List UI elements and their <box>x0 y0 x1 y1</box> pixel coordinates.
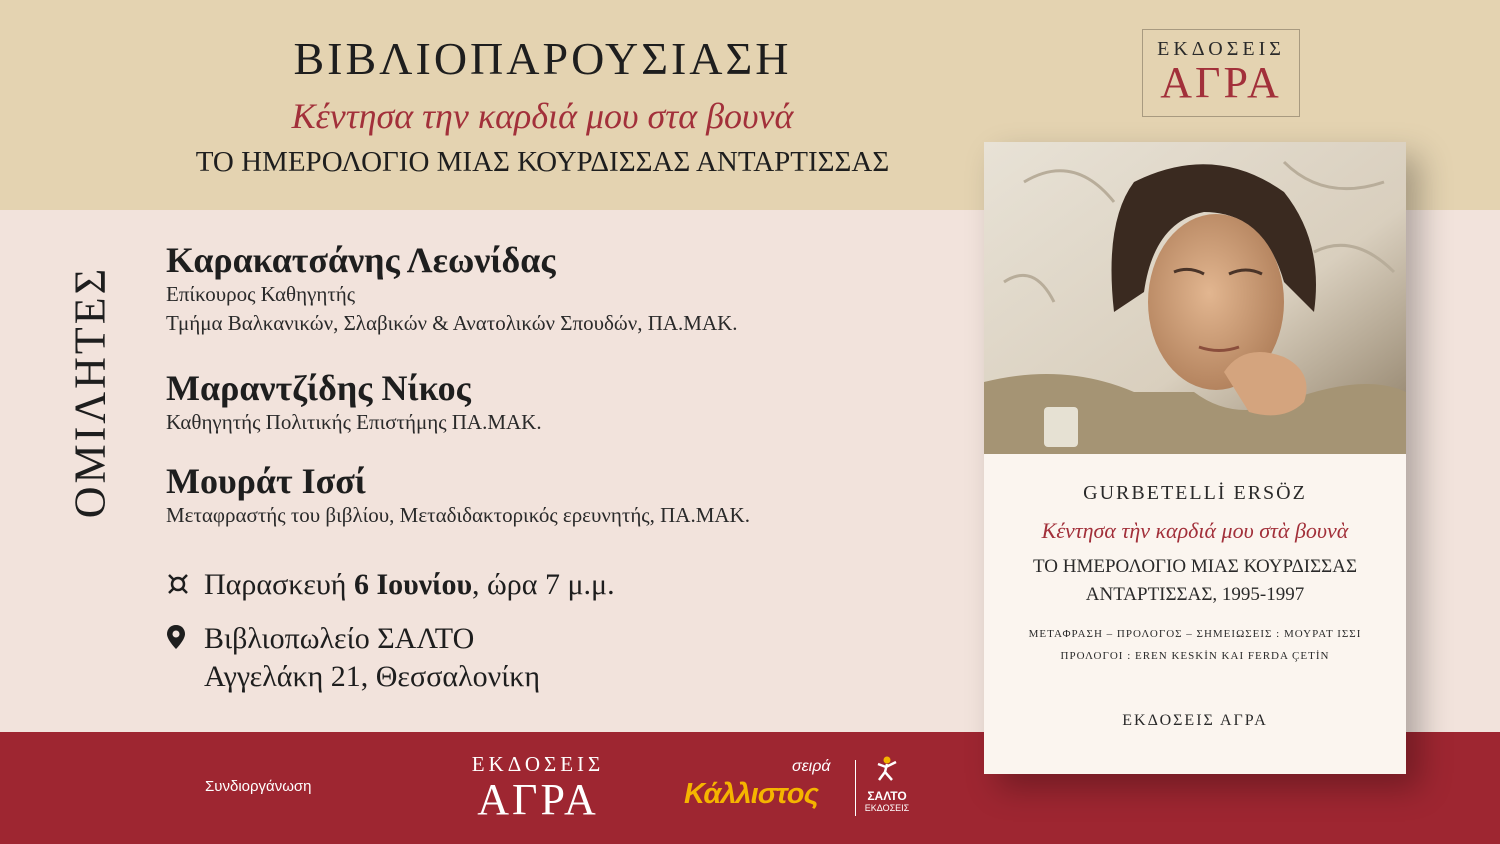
speakers-label <box>58 262 122 522</box>
speaker-role: Επίκουρος Καθηγητής <box>166 282 356 306</box>
publisher-logo-line1: ΕΚΔΟΣΕΙΣ <box>1157 38 1285 60</box>
speaker-2 <box>166 368 542 437</box>
speaker-name: Μουράτ Ισσί <box>166 461 366 501</box>
salto-name: ΣΑΛΤΟ <box>867 789 907 803</box>
speakers-label-text: ΟΜΙΛΗΤΕΣ <box>65 265 115 519</box>
cover-subtitle-line2: ΑΝΤΑΡΤΙΣΣΑΣ, 1995-1997 <box>1085 584 1305 605</box>
book-cover <box>984 142 1406 774</box>
footer-divider <box>855 760 856 816</box>
coorganization-label: Συνδιοργάνωση <box>205 778 312 795</box>
cover-credits-translation: ΜΕΤΑΦΡΑΣΗ – ΠΡΟΛΟΓΟΣ – ΣΗΜΕΙΩΣΕΙΣ : ΜΟΥΡΑΤ ΙΣΣΙ <box>1028 628 1362 640</box>
speaker-role: Μεταφραστής του βιβλίου, Μεταδιδακτορικός ερευνητής, ΠΑ.ΜΑΚ. <box>166 503 750 527</box>
cover-photo <box>984 142 1406 454</box>
calendar-icon <box>166 572 204 603</box>
speaker-role: Καθηγητής Πολιτικής Επιστήμης ΠΑ.ΜΑΚ. <box>166 410 542 434</box>
footer-agra-logo <box>466 752 610 823</box>
cover-title: Κέντησα τὴν καρδιά μου στὰ βουνὰ <box>1041 518 1349 543</box>
date-value: 6 Ιουνίου <box>354 568 473 601</box>
cover-author: GURBETELLİ ERSÖZ <box>1083 482 1307 504</box>
publisher-logo <box>1142 29 1300 117</box>
footer-agra-line1: ΕΚΔΟΣΕΙΣ <box>471 752 605 776</box>
book-title: Κέντησα την καρδιά μου στα βουνά <box>291 96 794 136</box>
cover-credits-prefaces: ΠΡΟΛΟΓΟΙ : EREN KESKİN ΚΑΙ FERDA ÇETİN <box>1060 650 1330 662</box>
salto-logo <box>864 756 910 813</box>
event-title: ΒΙΒΛΙΟΠΑΡΟΥΣΙΑΣΗ <box>293 33 792 84</box>
cover-publisher: ΕΚΔΟΣΕΙΣ ΑΓΡΑ <box>1122 712 1268 729</box>
cover-subtitle-line1: ΤΟ ΗΜΕΡΟΛΟΓΙΟ ΜΙΑΣ ΚΟΥΡΔΙΣΣΑΣ <box>1032 556 1358 577</box>
series-logo: Κάλλιστος <box>684 778 818 810</box>
date-time: , ώρα 7 μ.μ. <box>472 568 615 601</box>
series-label: σειρά <box>792 758 831 775</box>
speaker-name: Καρακατσάνης Λεωνίδας <box>166 240 556 280</box>
date-prefix: Παρασκευή <box>204 568 354 601</box>
place-name: Βιβλιοπωλείο ΣΑΛΤΟ <box>204 622 475 655</box>
place-address: Αγγελάκη 21, Θεσσαλονίκη <box>204 660 541 693</box>
event-place <box>166 620 540 696</box>
speaker-3 <box>166 461 750 530</box>
book-subtitle: ΤΟ ΗΜΕΡΟΛΟΓΙΟ ΜΙΑΣ ΚΟΥΡΔΙΣΣΑΣ ΑΝΤΑΡΤΙΣΣΑΣ <box>195 146 890 178</box>
publisher-logo-line2: ΑΓΡΑ <box>1160 58 1282 107</box>
event-date <box>166 568 615 603</box>
speaker-name: Μαραντζίδης Νίκος <box>166 368 471 408</box>
footer-agra-line2: ΑΓΡΑ <box>477 775 599 824</box>
speaker-affiliation: Τμήμα Βαλκανικών, Σλαβικών & Ανατολικών Σπουδών, ΠΑ.ΜΑΚ. <box>166 311 738 335</box>
salto-sub: ΕΚΔΟΣΕΙΣ <box>864 803 910 813</box>
map-pin-icon <box>166 624 204 662</box>
salto-figure-icon <box>872 756 902 782</box>
speaker-1 <box>166 240 738 338</box>
